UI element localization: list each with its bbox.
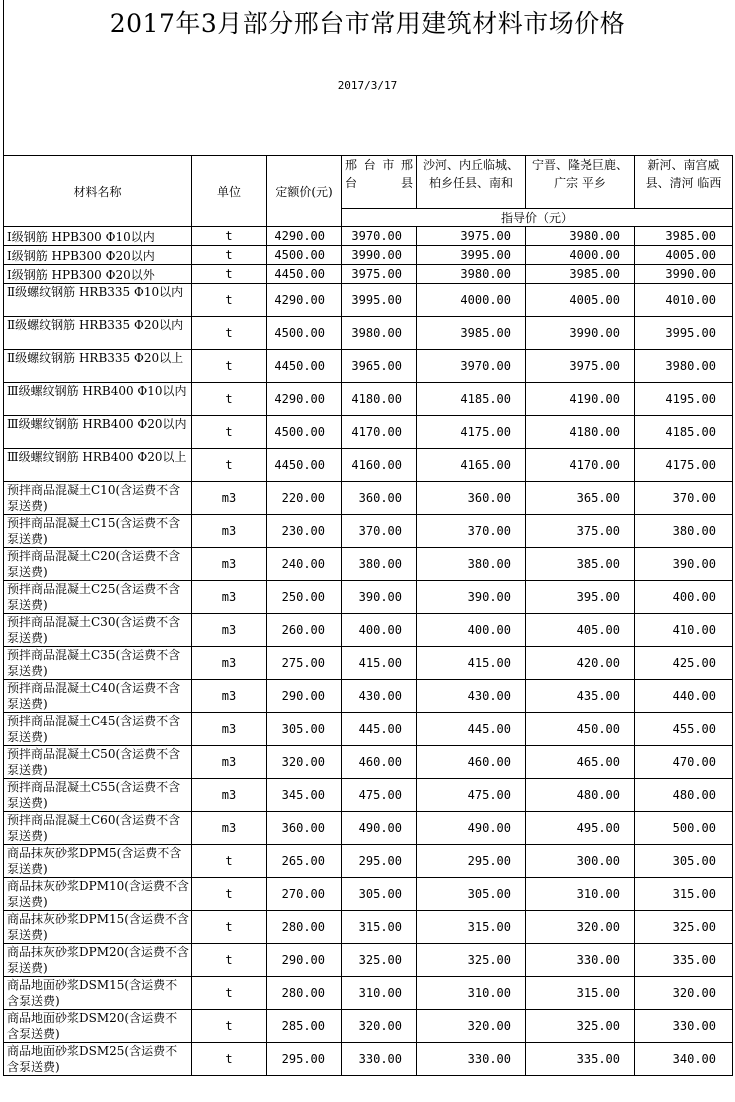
material-name-cell: 商品地面砂浆DSM20(含运费不含泵送费) xyxy=(4,1010,192,1043)
material-name-cell: 预拌商品混凝土C25(含运费不含泵送费) xyxy=(4,581,192,614)
price-ningjin-cell: 3980.00 xyxy=(526,227,635,246)
table-row xyxy=(4,317,733,350)
unit-cell: t xyxy=(192,265,267,284)
quota-price-cell: 280.00 xyxy=(267,911,342,944)
table-row xyxy=(4,845,733,878)
price-shahe-cell: 415.00 xyxy=(417,647,526,680)
price-shahe-cell: 325.00 xyxy=(417,944,526,977)
price-shahe-cell: 430.00 xyxy=(417,680,526,713)
material-name-cell: 预拌商品混凝土C20(含运费不含泵送费) xyxy=(4,548,192,581)
material-name-cell: Ⅰ级钢筋 HPB300 Φ10以内 xyxy=(4,227,192,246)
price-xinhe-cell: 3980.00 xyxy=(635,350,733,383)
table-row xyxy=(4,647,733,680)
price-shahe-cell: 3995.00 xyxy=(417,246,526,265)
table-row xyxy=(4,944,733,977)
price-ningjin-cell: 4190.00 xyxy=(526,383,635,416)
table-row xyxy=(4,746,733,779)
material-name-cell: Ⅰ级钢筋 HPB300 Φ20以内 xyxy=(4,246,192,265)
price-shahe-cell: 360.00 xyxy=(417,482,526,515)
price-xinhe-cell: 425.00 xyxy=(635,647,733,680)
quota-price-cell: 290.00 xyxy=(267,680,342,713)
unit-cell: t xyxy=(192,246,267,265)
price-ningjin-cell: 4000.00 xyxy=(526,246,635,265)
report-date: 2017/3/17 xyxy=(337,79,398,92)
price-shahe-cell: 310.00 xyxy=(417,977,526,1010)
price-xingtai-cell: 3975.00 xyxy=(342,265,417,284)
unit-cell: t xyxy=(192,911,267,944)
price-xingtai-cell: 305.00 xyxy=(342,878,417,911)
material-name-cell: 商品地面砂浆DSM25(含运费不含泵送费) xyxy=(4,1043,192,1076)
price-xinhe-cell: 335.00 xyxy=(635,944,733,977)
price-ningjin-cell: 315.00 xyxy=(526,977,635,1010)
unit-cell: t xyxy=(192,1043,267,1076)
unit-cell: t xyxy=(192,317,267,350)
price-xingtai-cell: 320.00 xyxy=(342,1010,417,1043)
unit-cell: m3 xyxy=(192,548,267,581)
quota-price-cell: 4500.00 xyxy=(267,246,342,265)
quota-price-cell: 290.00 xyxy=(267,944,342,977)
price-shahe-cell: 4165.00 xyxy=(417,449,526,482)
price-xingtai-cell: 4170.00 xyxy=(342,416,417,449)
price-xinhe-cell: 4195.00 xyxy=(635,383,733,416)
material-name-cell: 预拌商品混凝土C50(含运费不含泵送费) xyxy=(4,746,192,779)
price-xingtai-cell: 460.00 xyxy=(342,746,417,779)
quota-price-cell: 4450.00 xyxy=(267,350,342,383)
price-xinhe-cell: 480.00 xyxy=(635,779,733,812)
price-ningjin-cell: 450.00 xyxy=(526,713,635,746)
material-name-cell: 预拌商品混凝土C10(含运费不含泵送费) xyxy=(4,482,192,515)
price-xingtai-cell: 325.00 xyxy=(342,944,417,977)
unit-cell: m3 xyxy=(192,482,267,515)
price-xingtai-cell: 310.00 xyxy=(342,977,417,1010)
unit-cell: t xyxy=(192,383,267,416)
header-guide-price: 指导价（元） xyxy=(342,209,733,227)
price-ningjin-cell: 495.00 xyxy=(526,812,635,845)
price-xingtai-cell: 380.00 xyxy=(342,548,417,581)
table-row xyxy=(4,227,733,246)
material-name-cell: 预拌商品混凝土C30(含运费不含泵送费) xyxy=(4,614,192,647)
price-ningjin-cell: 435.00 xyxy=(526,680,635,713)
quota-price-cell: 280.00 xyxy=(267,977,342,1010)
table-row xyxy=(4,383,733,416)
price-xinhe-cell: 470.00 xyxy=(635,746,733,779)
price-ningjin-cell: 335.00 xyxy=(526,1043,635,1076)
price-shahe-cell: 295.00 xyxy=(417,845,526,878)
price-shahe-cell: 380.00 xyxy=(417,548,526,581)
table-row xyxy=(4,449,733,482)
unit-cell: m3 xyxy=(192,746,267,779)
material-name-cell: Ⅱ级螺纹钢筋 HRB335 Φ10以内 xyxy=(4,284,192,317)
price-xinhe-cell: 4010.00 xyxy=(635,284,733,317)
material-name-cell: 预拌商品混凝土C55(含运费不含泵送费) xyxy=(4,779,192,812)
quota-price-cell: 270.00 xyxy=(267,878,342,911)
price-ningjin-cell: 4170.00 xyxy=(526,449,635,482)
price-ningjin-cell: 405.00 xyxy=(526,614,635,647)
price-xinhe-cell: 4005.00 xyxy=(635,246,733,265)
page-title: 2017年3月部分邢台市常用建筑材料市场价格 xyxy=(109,9,626,38)
quota-price-cell: 4500.00 xyxy=(267,317,342,350)
material-name-cell: 预拌商品混凝土C15(含运费不含泵送费) xyxy=(4,515,192,548)
header-region-xingtai: 邢 台 市 邢 台 县 xyxy=(342,156,417,209)
quota-price-cell: 275.00 xyxy=(267,647,342,680)
quota-price-cell: 220.00 xyxy=(267,482,342,515)
material-name-cell: Ⅲ级螺纹钢筋 HRB400 Φ20以内 xyxy=(4,416,192,449)
unit-cell: m3 xyxy=(192,812,267,845)
price-shahe-cell: 3985.00 xyxy=(417,317,526,350)
material-name-cell: Ⅱ级螺纹钢筋 HRB335 Φ20以内 xyxy=(4,317,192,350)
table-row xyxy=(4,1043,733,1076)
unit-cell: t xyxy=(192,416,267,449)
price-xingtai-cell: 4160.00 xyxy=(342,449,417,482)
price-xingtai-cell: 330.00 xyxy=(342,1043,417,1076)
price-xingtai-cell: 445.00 xyxy=(342,713,417,746)
price-xinhe-cell: 390.00 xyxy=(635,548,733,581)
price-shahe-cell: 390.00 xyxy=(417,581,526,614)
price-xinhe-cell: 330.00 xyxy=(635,1010,733,1043)
price-ningjin-cell: 4180.00 xyxy=(526,416,635,449)
price-xingtai-cell: 390.00 xyxy=(342,581,417,614)
quota-price-cell: 4290.00 xyxy=(267,227,342,246)
price-shahe-cell: 4185.00 xyxy=(417,383,526,416)
table-row xyxy=(4,548,733,581)
price-ningjin-cell: 3975.00 xyxy=(526,350,635,383)
quota-price-cell: 295.00 xyxy=(267,1043,342,1076)
price-xingtai-cell: 3965.00 xyxy=(342,350,417,383)
table-row xyxy=(4,482,733,515)
price-xinhe-cell: 370.00 xyxy=(635,482,733,515)
quota-price-cell: 360.00 xyxy=(267,812,342,845)
material-name-cell: Ⅱ级螺纹钢筋 HRB335 Φ20以上 xyxy=(4,350,192,383)
table-row xyxy=(4,515,733,548)
price-shahe-cell: 475.00 xyxy=(417,779,526,812)
table-row xyxy=(4,812,733,845)
price-xinhe-cell: 3990.00 xyxy=(635,265,733,284)
header-material-name: 材料名称 xyxy=(4,156,192,227)
material-name-cell: 商品抹灰砂浆DPM20(含运费不含泵送费) xyxy=(4,944,192,977)
unit-cell: m3 xyxy=(192,515,267,548)
unit-cell: m3 xyxy=(192,713,267,746)
price-xinhe-cell: 3985.00 xyxy=(635,227,733,246)
material-name-cell: Ⅲ级螺纹钢筋 HRB400 Φ20以上 xyxy=(4,449,192,482)
table-row xyxy=(4,614,733,647)
material-name-cell: 商品地面砂浆DSM15(含运费不含泵送费) xyxy=(4,977,192,1010)
material-name-cell: Ⅲ级螺纹钢筋 HRB400 Φ10以内 xyxy=(4,383,192,416)
price-xingtai-cell: 315.00 xyxy=(342,911,417,944)
price-shahe-cell: 3980.00 xyxy=(417,265,526,284)
price-ningjin-cell: 4005.00 xyxy=(526,284,635,317)
price-ningjin-cell: 300.00 xyxy=(526,845,635,878)
price-xingtai-cell: 3970.00 xyxy=(342,227,417,246)
price-shahe-cell: 4175.00 xyxy=(417,416,526,449)
price-shahe-cell: 400.00 xyxy=(417,614,526,647)
price-xinhe-cell: 500.00 xyxy=(635,812,733,845)
price-ningjin-cell: 365.00 xyxy=(526,482,635,515)
quota-price-cell: 305.00 xyxy=(267,713,342,746)
unit-cell: m3 xyxy=(192,779,267,812)
price-xingtai-cell: 3995.00 xyxy=(342,284,417,317)
header-row xyxy=(4,156,733,209)
quota-price-cell: 320.00 xyxy=(267,746,342,779)
price-xinhe-cell: 380.00 xyxy=(635,515,733,548)
table-row xyxy=(4,284,733,317)
table-row xyxy=(4,416,733,449)
price-xinhe-cell: 305.00 xyxy=(635,845,733,878)
material-name-cell: 预拌商品混凝土C40(含运费不含泵送费) xyxy=(4,680,192,713)
unit-cell: t xyxy=(192,944,267,977)
price-ningjin-cell: 325.00 xyxy=(526,1010,635,1043)
price-xinhe-cell: 3995.00 xyxy=(635,317,733,350)
price-table-body xyxy=(4,156,733,1076)
material-name-cell: 预拌商品混凝土C60(含运费不含泵送费) xyxy=(4,812,192,845)
price-ningjin-cell: 480.00 xyxy=(526,779,635,812)
quota-price-cell: 265.00 xyxy=(267,845,342,878)
unit-cell: m3 xyxy=(192,680,267,713)
material-name-cell: 商品抹灰砂浆DPM10(含运费不含泵送费) xyxy=(4,878,192,911)
unit-cell: t xyxy=(192,1010,267,1043)
header-region-xinhe: 新河、南宫威县、清河 临西 xyxy=(635,156,733,209)
price-xingtai-cell: 4180.00 xyxy=(342,383,417,416)
price-table xyxy=(3,155,733,1076)
price-shahe-cell: 3975.00 xyxy=(417,227,526,246)
price-xingtai-cell: 295.00 xyxy=(342,845,417,878)
header-region-shahe: 沙河、内丘临城、柏乡任县、南和 xyxy=(417,156,526,209)
price-shahe-cell: 490.00 xyxy=(417,812,526,845)
price-ningjin-cell: 385.00 xyxy=(526,548,635,581)
table-row xyxy=(4,680,733,713)
price-ningjin-cell: 465.00 xyxy=(526,746,635,779)
unit-cell: t xyxy=(192,977,267,1010)
price-xinhe-cell: 440.00 xyxy=(635,680,733,713)
price-xinhe-cell: 325.00 xyxy=(635,911,733,944)
price-xinhe-cell: 455.00 xyxy=(635,713,733,746)
price-xingtai-cell: 3980.00 xyxy=(342,317,417,350)
price-shahe-cell: 370.00 xyxy=(417,515,526,548)
material-name-cell: 商品抹灰砂浆DPM15(含运费不含泵送费) xyxy=(4,911,192,944)
unit-cell: t xyxy=(192,878,267,911)
price-shahe-cell: 3970.00 xyxy=(417,350,526,383)
price-ningjin-cell: 395.00 xyxy=(526,581,635,614)
price-ningjin-cell: 320.00 xyxy=(526,911,635,944)
table-row xyxy=(4,878,733,911)
price-ningjin-cell: 3990.00 xyxy=(526,317,635,350)
table-row xyxy=(4,779,733,812)
price-xinhe-cell: 4175.00 xyxy=(635,449,733,482)
quota-price-cell: 260.00 xyxy=(267,614,342,647)
price-ningjin-cell: 420.00 xyxy=(526,647,635,680)
price-xingtai-cell: 415.00 xyxy=(342,647,417,680)
quota-price-cell: 285.00 xyxy=(267,1010,342,1043)
price-shahe-cell: 460.00 xyxy=(417,746,526,779)
price-xingtai-cell: 3990.00 xyxy=(342,246,417,265)
material-name-cell: 预拌商品混凝土C45(含运费不含泵送费) xyxy=(4,713,192,746)
material-name-cell: 商品抹灰砂浆DPM5(含运费不含泵送费) xyxy=(4,845,192,878)
unit-cell: t xyxy=(192,449,267,482)
price-shahe-cell: 320.00 xyxy=(417,1010,526,1043)
header-unit: 单位 xyxy=(192,156,267,227)
unit-cell: t xyxy=(192,284,267,317)
price-shahe-cell: 445.00 xyxy=(417,713,526,746)
price-xingtai-cell: 360.00 xyxy=(342,482,417,515)
material-name-cell: 预拌商品混凝土C35(含运费不含泵送费) xyxy=(4,647,192,680)
price-ningjin-cell: 310.00 xyxy=(526,878,635,911)
table-row xyxy=(4,246,733,265)
price-ningjin-cell: 3985.00 xyxy=(526,265,635,284)
table-row xyxy=(4,1010,733,1043)
price-xingtai-cell: 370.00 xyxy=(342,515,417,548)
quota-price-cell: 250.00 xyxy=(267,581,342,614)
quota-price-cell: 345.00 xyxy=(267,779,342,812)
table-row xyxy=(4,977,733,1010)
price-xinhe-cell: 400.00 xyxy=(635,581,733,614)
price-xingtai-cell: 400.00 xyxy=(342,614,417,647)
quota-price-cell: 4290.00 xyxy=(267,284,342,317)
price-ningjin-cell: 330.00 xyxy=(526,944,635,977)
material-name-cell: Ⅰ级钢筋 HPB300 Φ20以外 xyxy=(4,265,192,284)
price-shahe-cell: 4000.00 xyxy=(417,284,526,317)
quota-price-cell: 240.00 xyxy=(267,548,342,581)
price-shahe-cell: 305.00 xyxy=(417,878,526,911)
price-xinhe-cell: 315.00 xyxy=(635,878,733,911)
price-xingtai-cell: 475.00 xyxy=(342,779,417,812)
unit-cell: m3 xyxy=(192,647,267,680)
unit-cell: m3 xyxy=(192,581,267,614)
unit-cell: t xyxy=(192,227,267,246)
quota-price-cell: 4450.00 xyxy=(267,449,342,482)
quota-price-cell: 4290.00 xyxy=(267,383,342,416)
unit-cell: t xyxy=(192,845,267,878)
price-xinhe-cell: 340.00 xyxy=(635,1043,733,1076)
quota-price-cell: 4450.00 xyxy=(267,265,342,284)
price-shahe-cell: 315.00 xyxy=(417,911,526,944)
quota-price-cell: 4500.00 xyxy=(267,416,342,449)
header-quota-price: 定额价(元) xyxy=(267,156,342,227)
price-shahe-cell: 330.00 xyxy=(417,1043,526,1076)
price-xinhe-cell: 410.00 xyxy=(635,614,733,647)
price-xinhe-cell: 4185.00 xyxy=(635,416,733,449)
price-ningjin-cell: 375.00 xyxy=(526,515,635,548)
quota-price-cell: 230.00 xyxy=(267,515,342,548)
table-row xyxy=(4,581,733,614)
table-row xyxy=(4,265,733,284)
unit-cell: m3 xyxy=(192,614,267,647)
table-row xyxy=(4,911,733,944)
price-xingtai-cell: 490.00 xyxy=(342,812,417,845)
table-row xyxy=(4,350,733,383)
price-xinhe-cell: 320.00 xyxy=(635,977,733,1010)
header-region-ningjin: 宁晋、隆尧巨鹿、广宗 平乡 xyxy=(526,156,635,209)
price-xingtai-cell: 430.00 xyxy=(342,680,417,713)
table-row xyxy=(4,713,733,746)
unit-cell: t xyxy=(192,350,267,383)
